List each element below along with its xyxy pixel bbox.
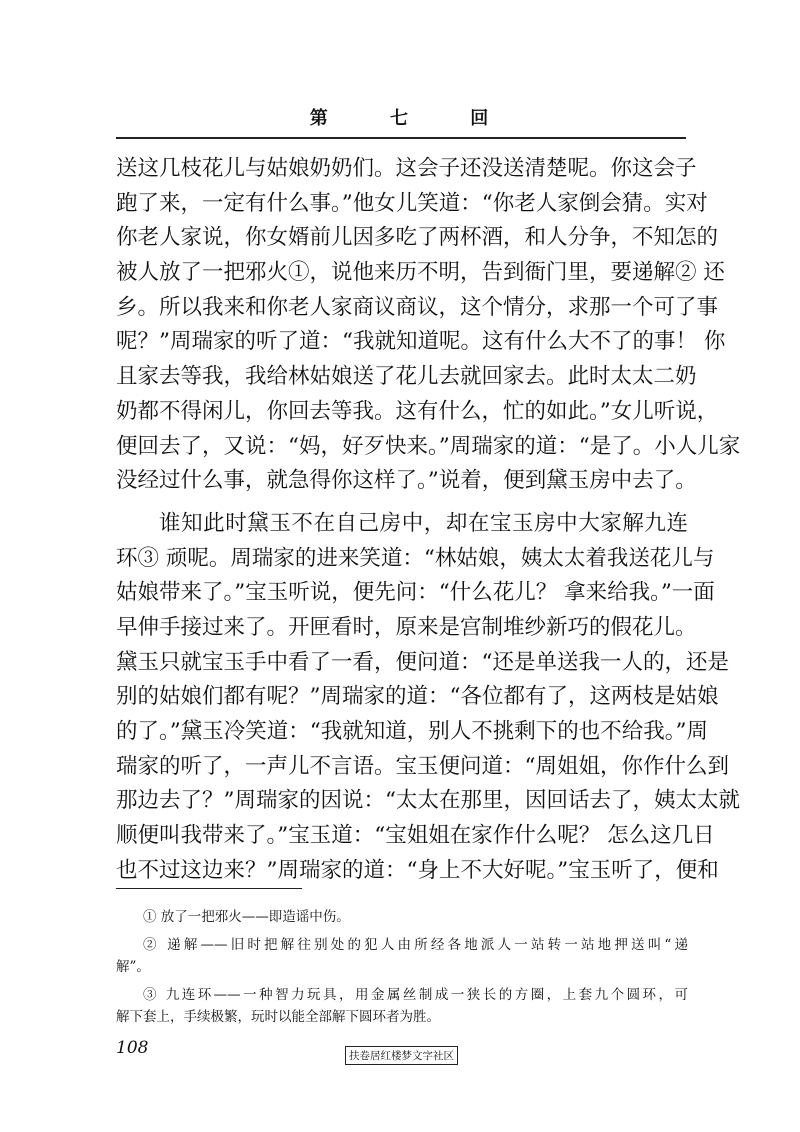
body-line: 被人放了一把邪火①，说他来历不明，告到衙门里，要递解② 还: [116, 260, 725, 286]
body-line: 环③ 顽呢。周瑞家的进来笑道：“林姑娘，姨太太着我送花儿与: [116, 545, 715, 571]
footnote-rule: [116, 888, 302, 889]
body-line: 早伸手接过来了。开匣看时，原来是宫制堆纱新巧的假花儿。: [116, 614, 697, 640]
header-rule: [116, 137, 686, 139]
body-line: 便回去了，又说：“妈，好歹快来。”周瑞家的道：“是了。小人儿家: [116, 433, 741, 459]
body-line: 谁知此时黛玉不在自己房中，却在宝玉房中大家解九连: [159, 510, 688, 536]
body-line: 送这几枝花儿与姑娘奶奶们。这会子还没送清楚呢。你这会子: [116, 156, 697, 181]
body-line: 奶都不得闲儿，你回去等我。这有什么，忙的如此。”女儿听说，: [116, 398, 719, 424]
body-line: 乡。所以我来和你老人家商议商议，这个情分，求那一个可了事: [116, 294, 719, 320]
body-line: 别的姑娘们都有呢？”周瑞家的道：“各位都有了，这两枝是姑娘: [116, 684, 719, 710]
body-line: 也不过这边来？”周瑞家的道：“身上不大好呢。”宝玉听了，便和: [116, 857, 719, 883]
body-line: 黛玉只就宝玉手中看了一看，便问道：“还是单送我一人的，还是: [116, 649, 729, 675]
body-line: 且家去等我，我给林姑娘送了花儿去就回家去。此时太太二奶: [116, 364, 697, 390]
body-line: 姑娘带来了。”宝玉听说，便先问：“什么花儿？ 拿来给我。”一面: [116, 580, 715, 606]
body-line: 跑了来，一定有什么事。”他女儿笑道：“你老人家倒会猜。实对: [116, 190, 708, 216]
footnote-line: ② 递解——旧时把解往别处的犯人由所经各地派人一站转一站地押送叫“递: [143, 937, 688, 953]
body-line: 那边去了？”周瑞家的因说：“太太在那里，因回话去了，姨太太就: [116, 788, 740, 814]
paragraph-gap: [116, 499, 688, 507]
body-line: 你老人家说，你女婿前儿因多吃了两杯酒，和人分争，不知怎的: [116, 225, 719, 251]
footnote-line: ① 放了一把邪火——即造谣中伤。: [143, 909, 350, 925]
body-line: 的了。”黛玉冷笑道：“我就知道，别人不挑剩下的也不给我。”周: [116, 719, 708, 744]
chapter-running-head: [0, 104, 800, 130]
body-line: 呢？”周瑞家的听了道：“我就知道呢。这有什么大不了的事！ 你: [116, 329, 726, 355]
running-head-char-1: 第: [309, 108, 330, 129]
source-stamp: 扶卷居红楼梦文字社区: [345, 1046, 458, 1065]
footnote-line: ③ 九连环——一种智力玩具，用金属丝制成一狭长的方圈，上套九个圆环，可: [143, 987, 688, 1003]
body-line: 顺便叫我带来了。”宝玉道：“宝姐姐在家作什么呢？ 怎么这几日: [116, 823, 715, 849]
running-head-char-3: 回: [470, 108, 491, 129]
footnotes: [116, 906, 688, 1028]
body-line: 没经过什么事，就急得你这样了。”说着，便到黛玉房中去了。: [116, 468, 697, 494]
body-text: [116, 152, 741, 888]
running-head-char-2: 七: [390, 108, 410, 129]
page-number: 108: [116, 1038, 149, 1058]
footnote-line: 解下套上，手续极繁，玩时以能全部解下圆环者为胜。: [116, 1009, 440, 1025]
body-line: 瑞家的听了，一声儿不言语。宝玉便问道：“周姐姐，你作什么到: [116, 753, 729, 779]
footnote-line: 解”。: [116, 959, 150, 975]
